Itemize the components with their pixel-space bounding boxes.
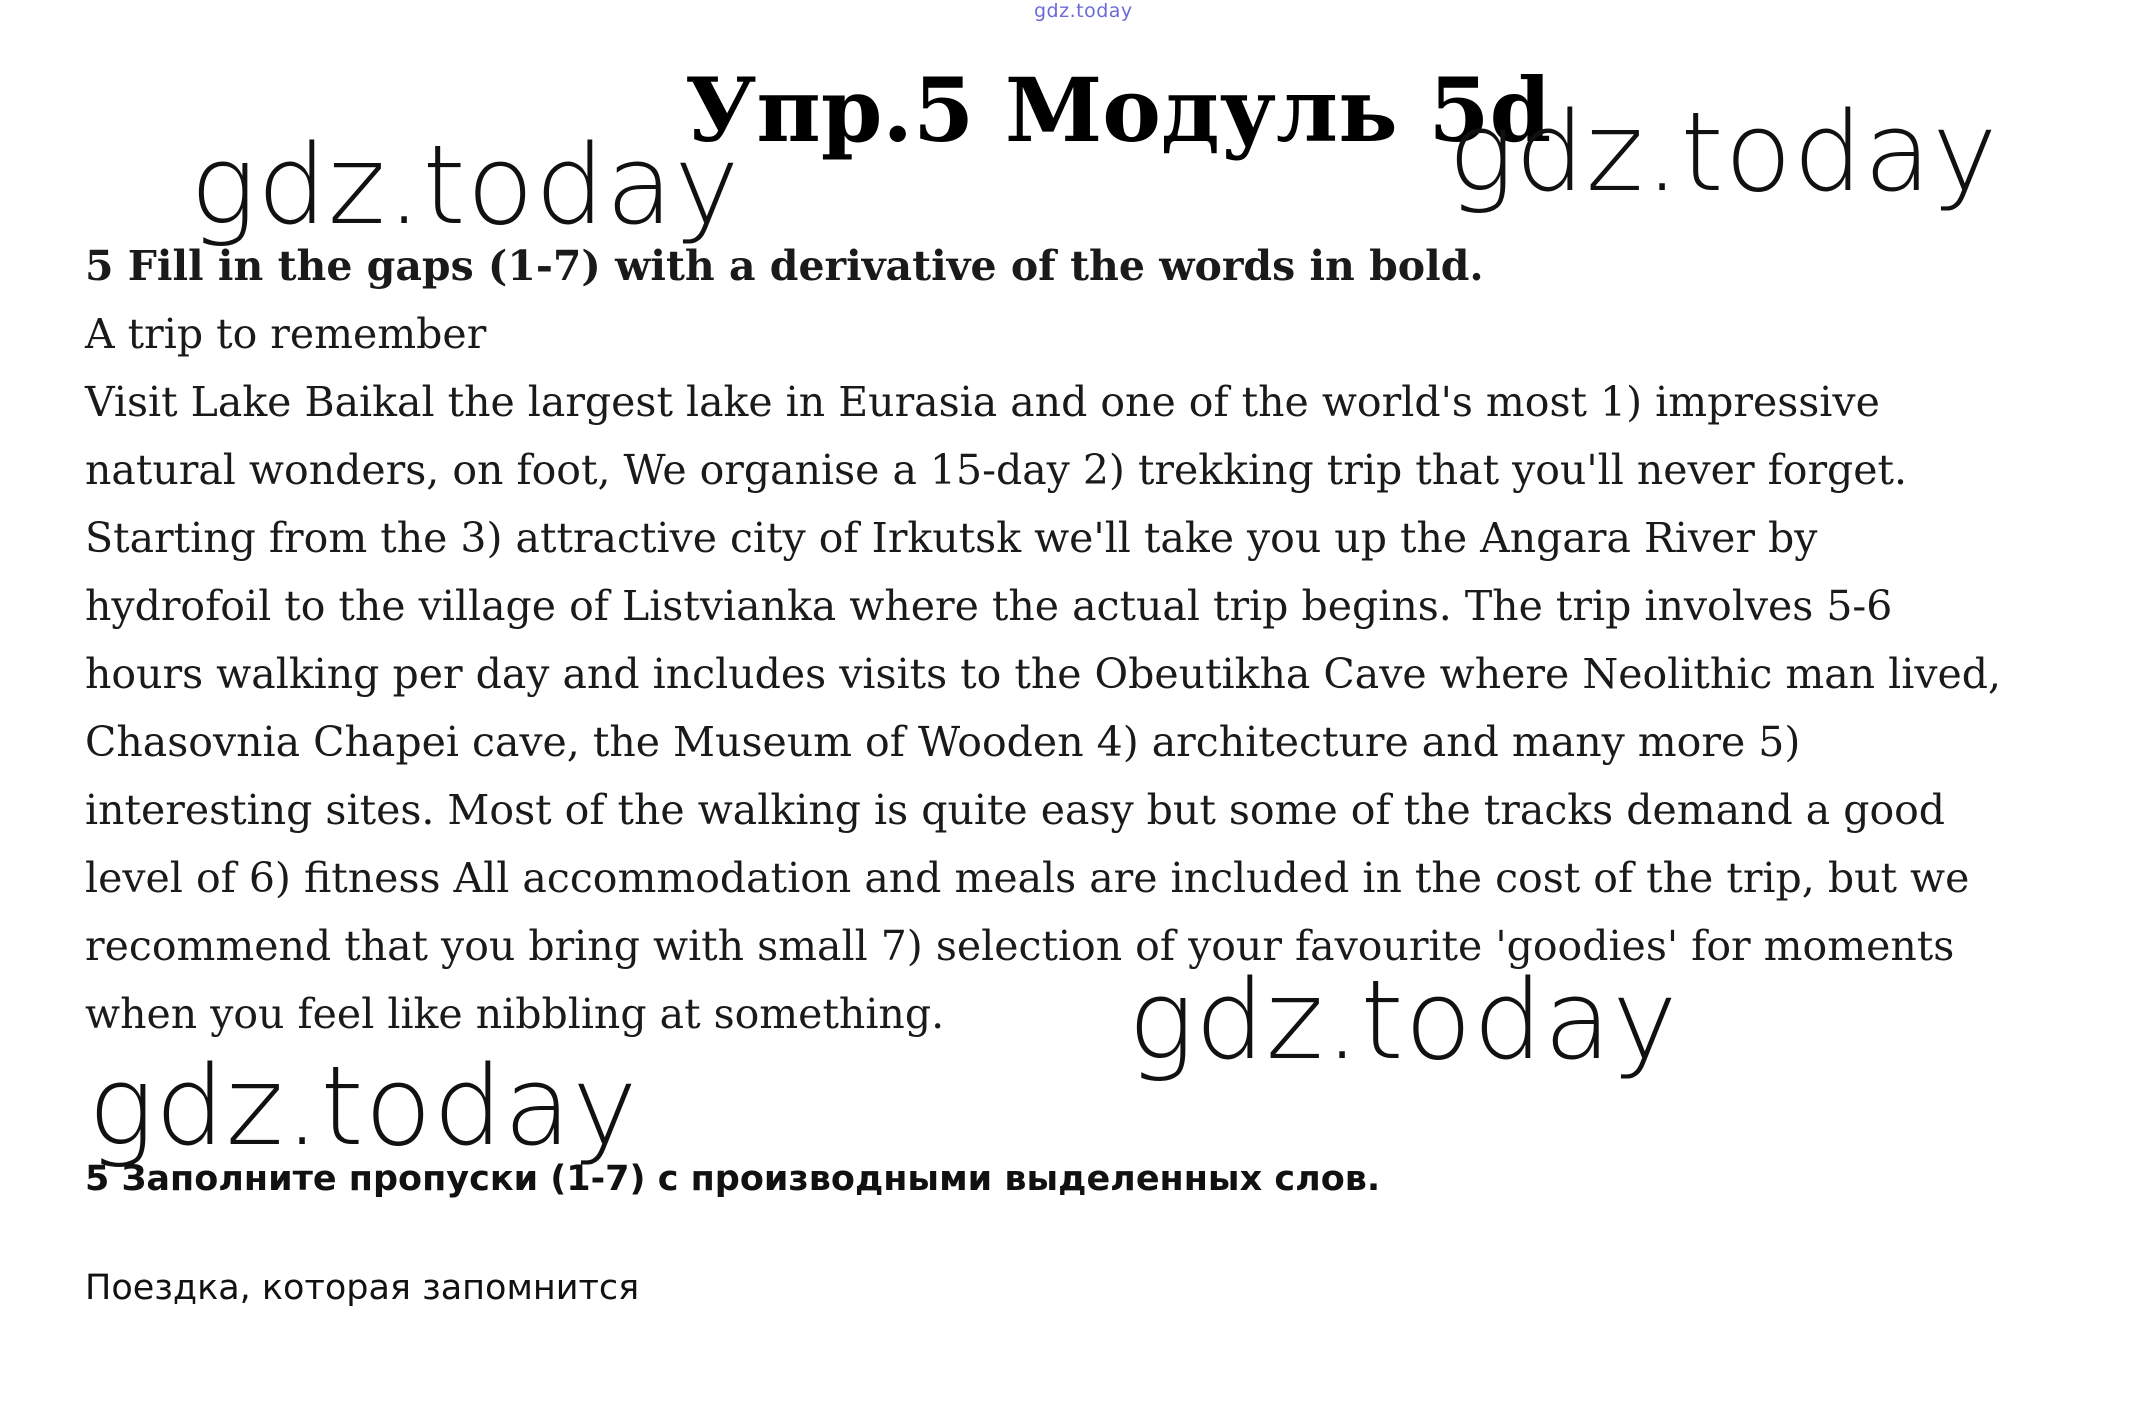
top-watermark: gdz.today xyxy=(1034,0,1133,22)
watermark: gdz.today xyxy=(190,121,741,249)
watermark: gdz.today xyxy=(88,1042,639,1170)
text-line: natural wonders, on foot, We organise a 15-day 2) trekking trip that you'll never forget. xyxy=(85,446,1908,494)
text-line: Chasovnia Chapei cave, the Museum of Wooden 4) architecture and many more 5) xyxy=(85,718,1801,766)
watermark: gdz.today xyxy=(1128,956,1679,1084)
exercise-heading: 5 Fill in the gaps (1-7) with a derivative of the words in bold. xyxy=(85,242,1484,290)
translation-heading: 5 Заполните пропуски (1-7) с производными выделенных слов. xyxy=(85,1159,1381,1199)
page-title: Упр.5 Модуль 5d xyxy=(685,58,1552,162)
text-line: Starting from the 3) attractive city of Irkutsk we'll take you up the Angara River by xyxy=(85,514,1818,562)
exercise-text xyxy=(85,232,2085,1048)
text-line: recommend that you bring with small 7) selection of your favourite 'goodies' for moments xyxy=(85,922,1955,970)
text-line: when you feel like nibbling at something. xyxy=(85,990,945,1038)
text-line: Visit Lake Baikal the largest lake in Eurasia and one of the world's most 1) impressive xyxy=(85,378,1880,426)
text-line: hydrofoil to the village of Listvianka where the actual trip begins. The trip involves 5-6 xyxy=(85,582,1893,630)
text-line: interesting sites. Most of the walking is quite easy but some of the tracks demand a good xyxy=(85,786,1946,834)
text-line: hours walking per day and includes visits to the Obeutikha Cave where Neolithic man lived, xyxy=(85,650,2002,698)
watermark: gdz.today xyxy=(1448,88,1999,216)
text-line: level of 6) fitness All accommodation and meals are included in the cost of the trip, but we xyxy=(85,854,1970,902)
translation-title: Поездка, которая запомнится xyxy=(85,1268,640,1308)
exercise-subtitle: A trip to remember xyxy=(85,310,487,358)
